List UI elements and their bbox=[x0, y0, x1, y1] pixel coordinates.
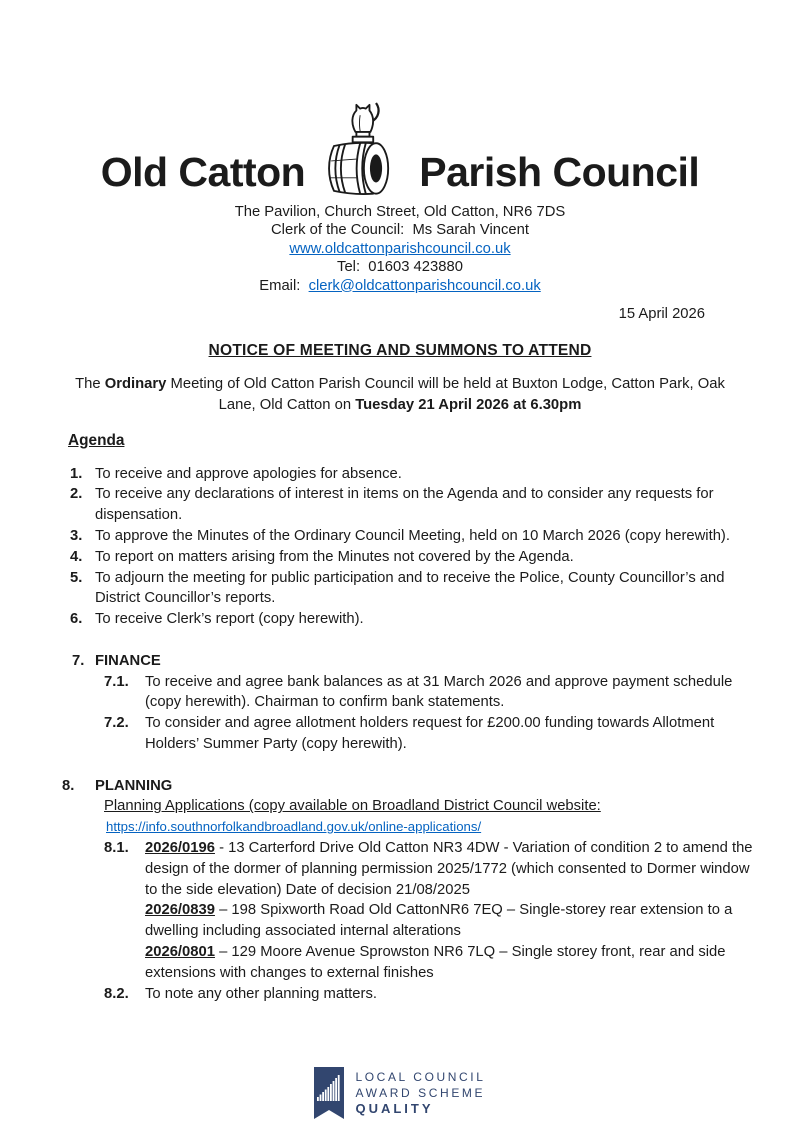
council-title bbox=[0, 93, 800, 199]
title-left: Old Catton bbox=[100, 149, 306, 195]
application-desc: - 13 Carterford Drive Old Catton NR3 4DW - Variation of condition 2 to amend the design of the dormer of planning permission 2025/1772 (which consented to Dormer window to the side elevation) Date of decision 21/08/2025 bbox=[145, 839, 753, 898]
agenda-list bbox=[0, 464, 800, 1005]
application-ref: 2026/0196 bbox=[145, 839, 215, 856]
intro-line1: Meeting of Old Catton Parish Council will be held at Buxton Lodge, Catton Park, Oak bbox=[166, 376, 725, 393]
sub-item-text: To receive and agree bank balances as at 31 March 2026 and approve payment schedule (copy herewith). Chairman to confirm bank statements. bbox=[145, 673, 733, 711]
finance-item-7-2 bbox=[0, 713, 800, 755]
section-planning bbox=[0, 776, 800, 797]
planning-applications bbox=[145, 838, 758, 984]
email-link[interactable]: clerk@oldcattonparishcouncil.co.uk bbox=[308, 277, 541, 294]
address-line: The Pavilion, Church Street, Old Catton, NR6 7DS bbox=[234, 204, 566, 220]
section-number: 8. bbox=[62, 777, 75, 794]
planning-applications-link[interactable]: https://info.southnorfolkandbroadland.gov.uk/online-applications/ bbox=[106, 819, 482, 835]
agenda-item-4 bbox=[0, 547, 800, 568]
contact-block bbox=[0, 203, 800, 295]
section-title: PLANNING bbox=[95, 777, 173, 794]
application-desc: – 198 Spixworth Road Old CattonNR6 7EQ – Single-storey rear extension to a dwelling including associated internal alterations bbox=[145, 902, 733, 940]
application-ref: 2026/0839 bbox=[145, 902, 215, 919]
finance-item-7-1 bbox=[0, 672, 800, 714]
meeting-intro bbox=[0, 374, 800, 416]
tel-line: Tel: 01603 423880 bbox=[337, 259, 463, 276]
item-text: To approve the Minutes of the Ordinary Council Meeting, held on 10 March 2026 (copy herewith). bbox=[95, 528, 730, 545]
sub-item-number: 8.1. bbox=[104, 839, 129, 856]
notice-title: NOTICE OF MEETING AND SUMMONS TO ATTEND bbox=[208, 342, 592, 360]
agenda-item-5 bbox=[0, 568, 800, 610]
title-right: Parish Council bbox=[419, 149, 700, 195]
planning-application bbox=[145, 902, 732, 939]
sub-item-number: 7.2. bbox=[104, 715, 129, 732]
cat-on-barrel-logo bbox=[319, 93, 405, 199]
email-line bbox=[0, 277, 800, 295]
section-finance bbox=[0, 651, 800, 672]
item-number: 2. bbox=[70, 486, 83, 503]
document-date: 15 April 2026 bbox=[618, 306, 705, 323]
item-number: 6. bbox=[70, 611, 83, 628]
sub-item-number: 8.2. bbox=[104, 985, 129, 1002]
email-label: Email: bbox=[259, 277, 309, 294]
award-line-2: AWARD SCHEME bbox=[355, 1086, 486, 1101]
planning-applications-label: Planning Applications (copy available on Broadland District Council website: bbox=[104, 798, 601, 815]
award-scheme-logo bbox=[0, 1067, 800, 1119]
website-link[interactable]: www.oldcattonparishcouncil.co.uk bbox=[289, 240, 511, 257]
item-text: To receive and approve apologies for absence. bbox=[95, 465, 402, 482]
website-line bbox=[0, 240, 800, 258]
sub-item-number: 7.1. bbox=[104, 673, 129, 690]
planning-application bbox=[145, 944, 725, 981]
item-number: 3. bbox=[70, 528, 83, 545]
letterhead bbox=[0, 0, 800, 295]
agenda-item-6 bbox=[0, 609, 800, 630]
award-line-3: QUALITY bbox=[355, 1101, 434, 1117]
intro-pre: The bbox=[75, 376, 105, 393]
intro-meeting-type: Ordinary bbox=[104, 376, 167, 393]
planning-item-8-2 bbox=[0, 984, 800, 1005]
item-text: To receive Clerk’s report (copy herewith). bbox=[95, 611, 364, 628]
intro-datetime: Tuesday 21 April 2026 at 6.30pm bbox=[355, 396, 582, 413]
application-desc: – 129 Moore Avenue Sprowston NR6 7LQ – Single storey front, rear and side extensions with changes to external finishes bbox=[145, 943, 726, 981]
award-line-1: LOCAL COUNCIL bbox=[355, 1070, 486, 1085]
sub-item-text: To consider and agree allotment holders request for £200.00 funding towards Allotment Holders’ Summer Party (copy herewith). bbox=[145, 715, 715, 752]
award-text bbox=[355, 1069, 485, 1117]
agenda-heading: Agenda bbox=[68, 431, 125, 449]
planning-application bbox=[145, 840, 753, 898]
agenda-item-2 bbox=[0, 484, 800, 526]
item-number: 1. bbox=[70, 465, 83, 482]
item-text: To adjourn the meeting for public participation and to receive the Police, County Councillor’s and District Councillor’s reports. bbox=[95, 569, 725, 607]
application-ref: 2026/0801 bbox=[145, 943, 215, 960]
planning-url-line bbox=[106, 817, 800, 838]
award-ribbon-icon bbox=[314, 1067, 344, 1119]
item-text: To report on matters arising from the Minutes not covered by the Agenda. bbox=[95, 548, 574, 565]
planning-item-8-1 bbox=[0, 838, 800, 984]
section-title: FINANCE bbox=[95, 652, 161, 669]
agenda-item-3 bbox=[0, 526, 800, 547]
item-text: To receive any declarations of interest in items on the Agenda and to consider any requests for dispensation. bbox=[95, 486, 714, 524]
clerk-line: Clerk of the Council: Ms Sarah Vincent bbox=[271, 222, 529, 239]
item-number: 4. bbox=[70, 548, 83, 565]
sub-item-text: To note any other planning matters. bbox=[145, 985, 377, 1002]
section-number: 7. bbox=[72, 652, 85, 669]
agenda-item-1 bbox=[0, 464, 800, 485]
intro-line2: Lane, Old Catton on bbox=[218, 396, 356, 413]
item-number: 5. bbox=[70, 569, 83, 586]
